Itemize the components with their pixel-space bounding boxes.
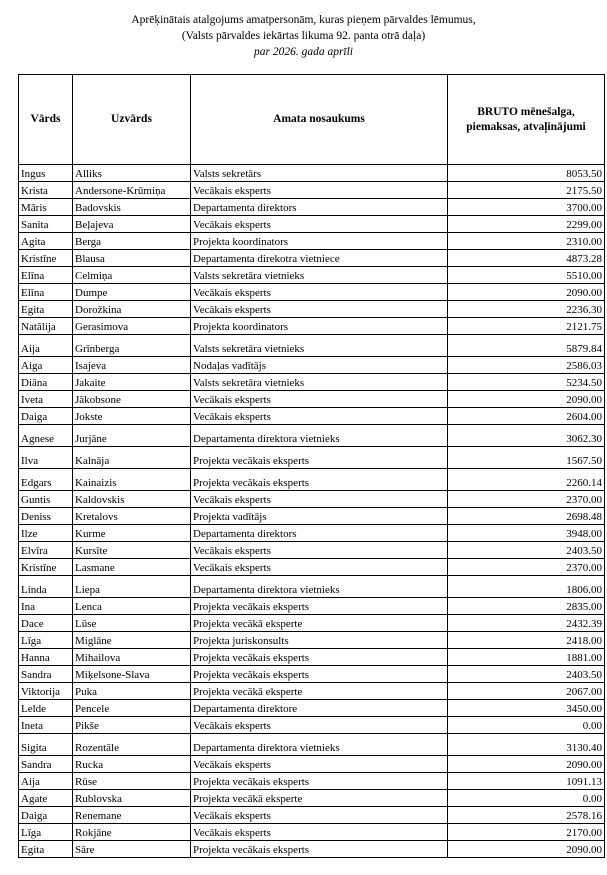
- cell-first-name: Agnese: [19, 425, 73, 447]
- cell-gross-salary: 5234.50: [448, 374, 605, 391]
- cell-gross-salary: 0.00: [448, 790, 605, 807]
- cell-first-name: Aija: [19, 335, 73, 357]
- cell-position: Projekta vecākais eksperts: [191, 447, 448, 469]
- cell-last-name: Andersone-Krūmiņa: [73, 182, 191, 199]
- cell-gross-salary: 2090.00: [448, 391, 605, 408]
- cell-position: Valsts sekretārs: [191, 165, 448, 182]
- cell-position: Departamenta direktora vietnieks: [191, 734, 448, 756]
- table-row: [19, 165, 605, 182]
- table-row: [19, 841, 605, 858]
- table-row: [19, 734, 605, 756]
- cell-last-name: Dorožkina: [73, 301, 191, 318]
- cell-gross-salary: 2310.00: [448, 233, 605, 250]
- table-row: [19, 447, 605, 469]
- document-header: [0, 12, 607, 60]
- table-row: [19, 666, 605, 683]
- cell-position: Projekta vecākais eksperts: [191, 841, 448, 858]
- cell-gross-salary: 2121.75: [448, 318, 605, 335]
- cell-last-name: Dumpe: [73, 284, 191, 301]
- document-subtitle: (Valsts pārvaldes iekārtas likuma 92. panta otrā daļa): [181, 30, 426, 42]
- cell-gross-salary: 2260.14: [448, 469, 605, 491]
- cell-gross-salary: 4873.28: [448, 250, 605, 267]
- cell-first-name: Lelde: [19, 700, 73, 717]
- cell-first-name: Kristīne: [19, 559, 73, 576]
- cell-gross-salary: 8053.50: [448, 165, 605, 182]
- cell-first-name: Līga: [19, 632, 73, 649]
- cell-first-name: Līga: [19, 824, 73, 841]
- cell-last-name: Jurjāne: [73, 425, 191, 447]
- cell-position: Vecākais eksperts: [191, 807, 448, 824]
- cell-gross-salary: 2835.00: [448, 598, 605, 615]
- cell-gross-salary: 1881.00: [448, 649, 605, 666]
- cell-last-name: Miglāne: [73, 632, 191, 649]
- cell-position: Vecākais eksperts: [191, 284, 448, 301]
- table-row: [19, 357, 605, 374]
- cell-first-name: Elīna: [19, 267, 73, 284]
- cell-position: Vecākais eksperts: [191, 559, 448, 576]
- cell-last-name: Jakaite: [73, 374, 191, 391]
- cell-gross-salary: 2586.03: [448, 357, 605, 374]
- cell-last-name: Sāre: [73, 841, 191, 858]
- cell-last-name: Jokste: [73, 408, 191, 425]
- cell-position: Vecākais eksperts: [191, 301, 448, 318]
- cell-position: Projekta vecākā eksperte: [191, 683, 448, 700]
- cell-position: Projekta vecākais eksperts: [191, 649, 448, 666]
- cell-last-name: Rublovska: [73, 790, 191, 807]
- cell-first-name: Ingus: [19, 165, 73, 182]
- cell-gross-salary: 2418.00: [448, 632, 605, 649]
- cell-position: Departamenta direktora vietnieks: [191, 425, 448, 447]
- cell-last-name: Kainaizis: [73, 469, 191, 491]
- cell-first-name: Ineta: [19, 717, 73, 734]
- column-header-position: Amata nosaukums: [191, 75, 448, 165]
- cell-position: Valsts sekretāra vietnieks: [191, 335, 448, 357]
- cell-last-name: Lasmane: [73, 559, 191, 576]
- cell-last-name: Badovskis: [73, 199, 191, 216]
- cell-first-name: Elvīra: [19, 542, 73, 559]
- table-row: [19, 717, 605, 734]
- cell-gross-salary: 0.00: [448, 717, 605, 734]
- cell-gross-salary: 3700.00: [448, 199, 605, 216]
- cell-last-name: Kursīte: [73, 542, 191, 559]
- cell-last-name: Pikše: [73, 717, 191, 734]
- cell-last-name: Celmiņa: [73, 267, 191, 284]
- cell-last-name: Grīnberga: [73, 335, 191, 357]
- column-header-first-name: Vārds: [19, 75, 73, 165]
- cell-first-name: Egita: [19, 841, 73, 858]
- cell-position: Vecākais eksperts: [191, 491, 448, 508]
- cell-position: Valsts sekretāra vietnieks: [191, 374, 448, 391]
- cell-position: Nodaļas vadītājs: [191, 357, 448, 374]
- cell-last-name: Lenca: [73, 598, 191, 615]
- cell-first-name: Ilva: [19, 447, 73, 469]
- cell-position: Projekta vadītājs: [191, 508, 448, 525]
- cell-first-name: Aija: [19, 773, 73, 790]
- cell-last-name: Jākobsone: [73, 391, 191, 408]
- cell-position: Vecākais eksperts: [191, 717, 448, 734]
- cell-last-name: Berga: [73, 233, 191, 250]
- cell-gross-salary: 5879.84: [448, 335, 605, 357]
- table-row: [19, 632, 605, 649]
- cell-gross-salary: 2299.00: [448, 216, 605, 233]
- cell-position: Vecākais eksperts: [191, 408, 448, 425]
- cell-gross-salary: 2067.00: [448, 683, 605, 700]
- cell-gross-salary: 2432.39: [448, 615, 605, 632]
- column-header-last-name: Uzvārds: [73, 75, 191, 165]
- cell-gross-salary: 1567.50: [448, 447, 605, 469]
- cell-first-name: Dace: [19, 615, 73, 632]
- cell-gross-salary: 2236.30: [448, 301, 605, 318]
- cell-gross-salary: 2370.00: [448, 559, 605, 576]
- cell-position: Projekta vecākais eksperts: [191, 666, 448, 683]
- cell-last-name: Rokjāne: [73, 824, 191, 841]
- cell-first-name: Edgars: [19, 469, 73, 491]
- cell-first-name: Agate: [19, 790, 73, 807]
- cell-gross-salary: 3450.00: [448, 700, 605, 717]
- cell-gross-salary: 2090.00: [448, 841, 605, 858]
- table-row: [19, 525, 605, 542]
- table-row: [19, 391, 605, 408]
- salary-table: [18, 74, 605, 858]
- cell-position: Projekta koordinators: [191, 233, 448, 250]
- cell-first-name: Iveta: [19, 391, 73, 408]
- cell-position: Vecākais eksperts: [191, 542, 448, 559]
- cell-first-name: Sandra: [19, 666, 73, 683]
- cell-last-name: Lūse: [73, 615, 191, 632]
- cell-last-name: Alliks: [73, 165, 191, 182]
- cell-position: Projekta vecākā eksperte: [191, 790, 448, 807]
- cell-gross-salary: 2090.00: [448, 756, 605, 773]
- table-row: [19, 824, 605, 841]
- table-row: [19, 598, 605, 615]
- table-row: [19, 756, 605, 773]
- cell-last-name: Rozentāle: [73, 734, 191, 756]
- cell-position: Vecākais eksperts: [191, 756, 448, 773]
- table-row: [19, 683, 605, 700]
- cell-last-name: Puka: [73, 683, 191, 700]
- cell-last-name: Kaldovskis: [73, 491, 191, 508]
- cell-first-name: Linda: [19, 576, 73, 598]
- table-row: [19, 491, 605, 508]
- document-title: Aprēķinātais atalgojums amatpersonām, kuras pieņem pārvaldes lēmumus,: [131, 14, 476, 26]
- table-row: [19, 576, 605, 598]
- cell-gross-salary: 3948.00: [448, 525, 605, 542]
- cell-gross-salary: 1091.13: [448, 773, 605, 790]
- table-row: [19, 182, 605, 199]
- table-row: [19, 615, 605, 632]
- cell-last-name: Renemane: [73, 807, 191, 824]
- table-row: [19, 318, 605, 335]
- cell-first-name: Māris: [19, 199, 73, 216]
- cell-first-name: Hanna: [19, 649, 73, 666]
- cell-gross-salary: 2370.00: [448, 491, 605, 508]
- cell-first-name: Elīna: [19, 284, 73, 301]
- table-row: [19, 807, 605, 824]
- cell-position: Departamenta direktora vietnieks: [191, 576, 448, 598]
- cell-position: Departamenta direktors: [191, 199, 448, 216]
- cell-position: Vecākais eksperts: [191, 182, 448, 199]
- table-row: [19, 559, 605, 576]
- cell-first-name: Kristīne: [19, 250, 73, 267]
- table-row: [19, 508, 605, 525]
- table-row: [19, 199, 605, 216]
- cell-first-name: Deniss: [19, 508, 73, 525]
- cell-gross-salary: 3062.30: [448, 425, 605, 447]
- cell-first-name: Daiga: [19, 807, 73, 824]
- cell-position: Projekta vecākais eksperts: [191, 773, 448, 790]
- cell-first-name: Egita: [19, 301, 73, 318]
- cell-last-name: Rucka: [73, 756, 191, 773]
- table-row: [19, 250, 605, 267]
- cell-first-name: Sigita: [19, 734, 73, 756]
- cell-gross-salary: 2578.16: [448, 807, 605, 824]
- cell-gross-salary: 2698.48: [448, 508, 605, 525]
- cell-gross-salary: 2604.00: [448, 408, 605, 425]
- cell-last-name: Blausa: [73, 250, 191, 267]
- table-header-row: [19, 75, 605, 165]
- cell-last-name: Miķelsone-Slava: [73, 666, 191, 683]
- cell-position: Vecākais eksperts: [191, 391, 448, 408]
- cell-last-name: Rūse: [73, 773, 191, 790]
- cell-first-name: Viktorija: [19, 683, 73, 700]
- cell-first-name: Diāna: [19, 374, 73, 391]
- table-row: [19, 233, 605, 250]
- cell-first-name: Krista: [19, 182, 73, 199]
- cell-position: Departamenta direktors: [191, 525, 448, 542]
- cell-last-name: Kurme: [73, 525, 191, 542]
- table-row: [19, 374, 605, 391]
- cell-position: Projekta vecākais eksperts: [191, 598, 448, 615]
- cell-last-name: Kalnāja: [73, 447, 191, 469]
- cell-last-name: Beļajeva: [73, 216, 191, 233]
- cell-gross-salary: 2175.50: [448, 182, 605, 199]
- cell-first-name: Aiga: [19, 357, 73, 374]
- table-row: [19, 649, 605, 666]
- table-row: [19, 408, 605, 425]
- cell-first-name: Sanita: [19, 216, 73, 233]
- cell-gross-salary: 2170.00: [448, 824, 605, 841]
- table-row: [19, 425, 605, 447]
- cell-gross-salary: 3130.40: [448, 734, 605, 756]
- cell-last-name: Isajeva: [73, 357, 191, 374]
- cell-first-name: Agita: [19, 233, 73, 250]
- cell-position: Projekta juriskonsults: [191, 632, 448, 649]
- table-row: [19, 267, 605, 284]
- cell-gross-salary: 5510.00: [448, 267, 605, 284]
- document-period: par 2026. gada aprīli: [253, 46, 354, 58]
- cell-position: Valsts sekretāra vietnieks: [191, 267, 448, 284]
- table-row: [19, 700, 605, 717]
- cell-position: Projekta koordinators: [191, 318, 448, 335]
- table-row: [19, 216, 605, 233]
- cell-first-name: Guntis: [19, 491, 73, 508]
- table-row: [19, 790, 605, 807]
- column-header-gross-salary: BRUTO mēnešalga, piemaksas, atvaļinājumi: [448, 75, 605, 165]
- table-row: [19, 469, 605, 491]
- cell-last-name: Pencele: [73, 700, 191, 717]
- cell-first-name: Ina: [19, 598, 73, 615]
- cell-first-name: Sandra: [19, 756, 73, 773]
- cell-last-name: Gerasimova: [73, 318, 191, 335]
- table-body: [19, 165, 605, 858]
- table-row: [19, 335, 605, 357]
- cell-last-name: Liepa: [73, 576, 191, 598]
- cell-last-name: Mihailova: [73, 649, 191, 666]
- table-row: [19, 284, 605, 301]
- cell-gross-salary: 2090.00: [448, 284, 605, 301]
- cell-last-name: Kretalovs: [73, 508, 191, 525]
- cell-first-name: Natālija: [19, 318, 73, 335]
- cell-gross-salary: 2403.50: [448, 542, 605, 559]
- cell-first-name: Ilze: [19, 525, 73, 542]
- cell-position: Departamenta direktore: [191, 700, 448, 717]
- cell-gross-salary: 1806.00: [448, 576, 605, 598]
- cell-position: Vecākais eksperts: [191, 216, 448, 233]
- cell-position: Departamenta direkotra vietniece: [191, 250, 448, 267]
- cell-position: Projekta vecākais eksperts: [191, 469, 448, 491]
- cell-first-name: Daiga: [19, 408, 73, 425]
- table-row: [19, 542, 605, 559]
- cell-gross-salary: 2403.50: [448, 666, 605, 683]
- table-row: [19, 773, 605, 790]
- table-row: [19, 301, 605, 318]
- cell-position: Vecākais eksperts: [191, 824, 448, 841]
- cell-position: Projekta vecākā eksperte: [191, 615, 448, 632]
